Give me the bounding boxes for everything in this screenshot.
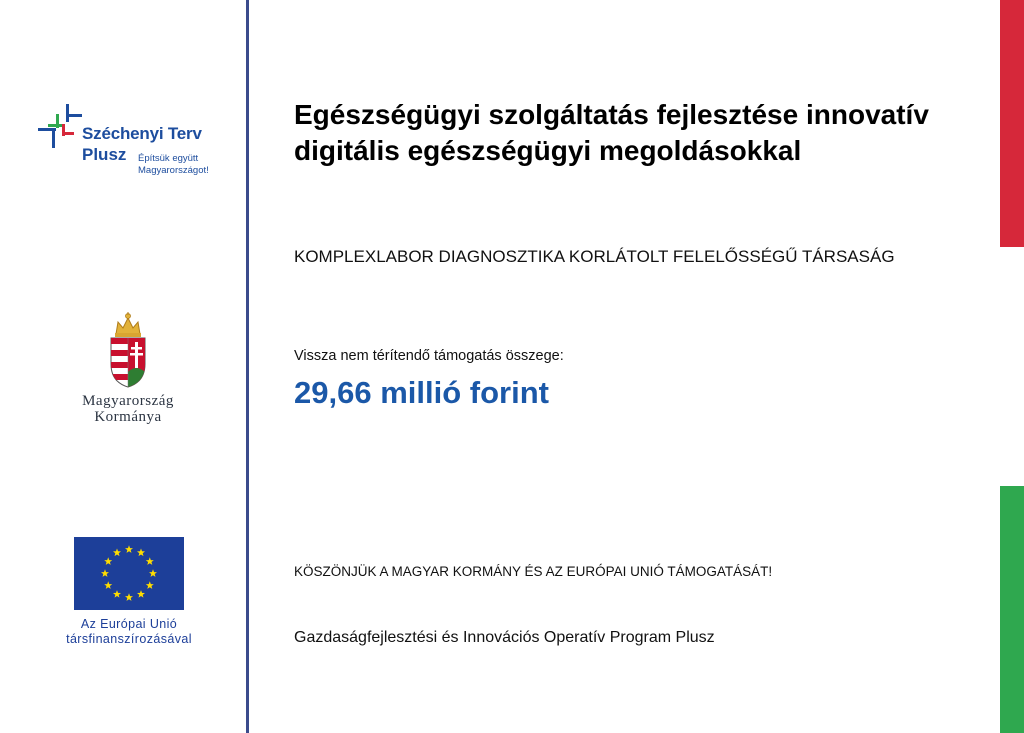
- szechenyi-title: Széchenyi Terv: [82, 124, 202, 143]
- eu-star-icon: [104, 557, 112, 565]
- project-title: Egészségügyi szolgáltatás fejlesztése innovatív digitális egészségügyi megoldásokkal: [294, 99, 929, 166]
- grant-amount: 29,66 millió forint: [294, 375, 549, 410]
- eu-star-icon: [146, 557, 154, 565]
- eu-star-icon: [146, 581, 154, 589]
- eu-star-icon: [125, 545, 133, 553]
- eu-star-icon: [137, 590, 145, 598]
- eu-line1: Az Európai Unió: [80, 617, 178, 631]
- vertical-divider: [246, 0, 249, 733]
- szechenyi-slogan-line1: Építsük együtt: [138, 153, 199, 164]
- government-line1: Magyarország: [82, 393, 174, 409]
- hungarian-government-logo-text: [50, 393, 206, 425]
- szechenyi-slogan-line2: Magyarországot!: [138, 165, 209, 176]
- government-line2: Kormánya: [94, 409, 162, 425]
- flag-red-stripe: [1000, 0, 1024, 247]
- eu-star-icon: [113, 549, 121, 557]
- eu-star-icon: [137, 549, 145, 557]
- eu-star-icon: [113, 590, 121, 598]
- eu-star-icon: [104, 581, 112, 589]
- grant-label: Vissza nem térítendő támogatás összege:: [294, 348, 564, 364]
- szechenyi-slogan: [138, 153, 209, 177]
- hungarian-coat-of-arms-icon: [108, 312, 148, 388]
- eu-stars: [74, 537, 184, 610]
- beneficiary-name: KOMPLEXLABOR DIAGNOSZTIKA KORLÁTOLT FELELŐSSÉGŰ TÁRSASÁG: [294, 247, 895, 266]
- flag-green-stripe: [1000, 486, 1024, 733]
- szechenyi-cross-icon: [38, 104, 82, 148]
- eu-flag-icon: [74, 537, 184, 610]
- thanks-text: KÖSZÖNJÜK A MAGYAR KORMÁNY ÉS AZ EURÓPAI UNIÓ TÁMOGATÁSÁT!: [294, 564, 773, 579]
- eu-star-icon: [101, 569, 109, 577]
- eu-line2: társfinanszírozásával: [66, 632, 192, 646]
- eu-star-icon: [125, 593, 133, 601]
- eu-cofinancing-text: [40, 617, 218, 647]
- szechenyi-terv-logo: [38, 104, 238, 184]
- szechenyi-plus: Plusz: [82, 145, 127, 164]
- program-name: Gazdaságfejlesztési és Innovációs Operatív Program Plusz: [294, 629, 715, 646]
- eu-star-icon: [149, 569, 157, 577]
